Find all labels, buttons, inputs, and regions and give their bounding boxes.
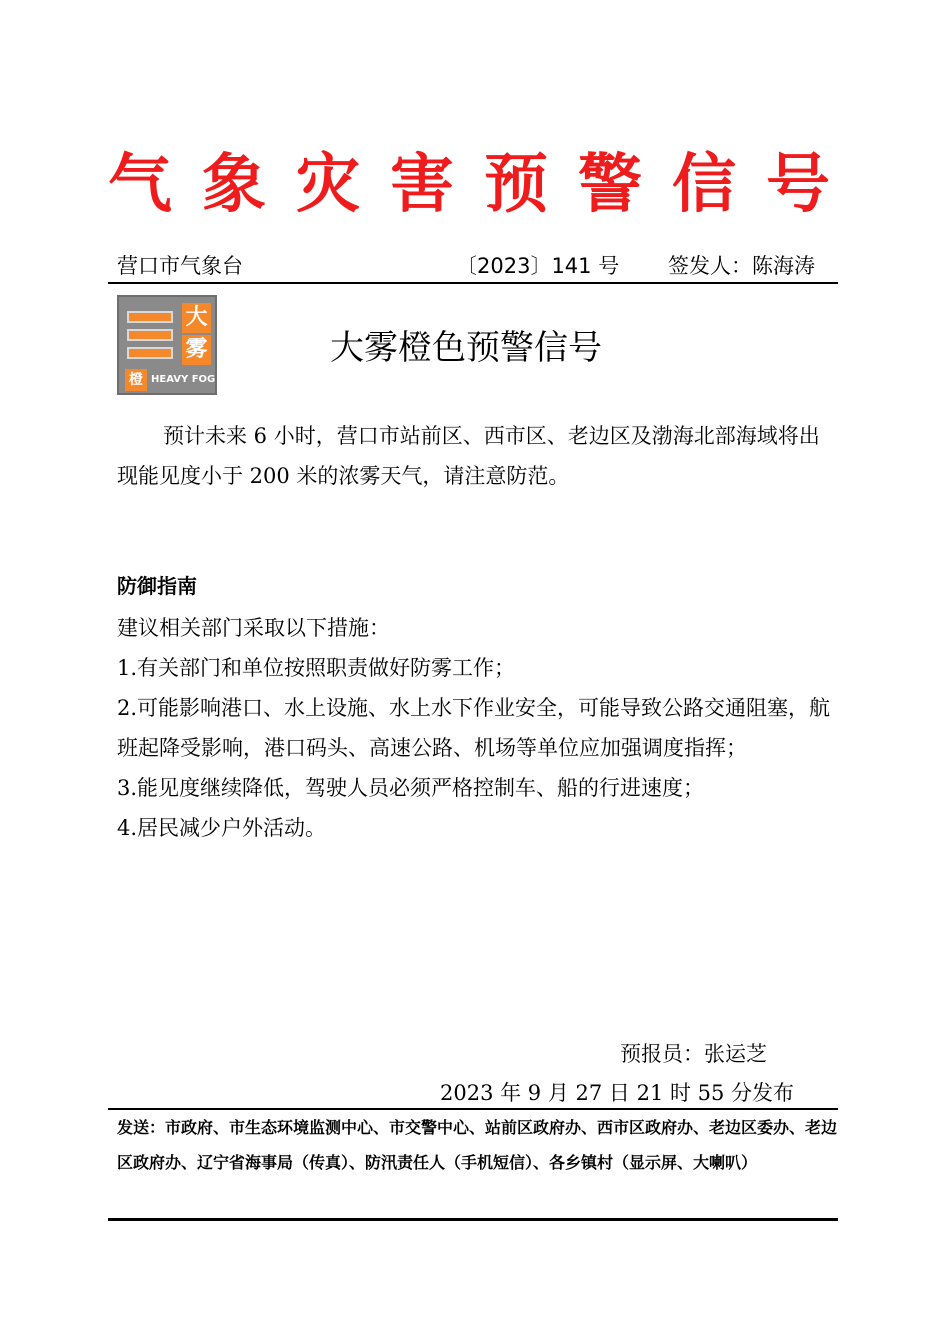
fog-bar-icon	[127, 311, 173, 323]
forecast-text: 预计未来 6 小时，营口市站前区、西市区、老边区及渤海北部海域将出现能见度小于 200 米的浓雾天气，请注意防范。	[117, 424, 820, 488]
icon-level-char: 橙	[125, 369, 147, 391]
guide-list	[117, 648, 839, 848]
distribution-list: 发送：市政府、市生态环境监测中心、市交警中心、站前区政府办、西市区政府办、老边区委办、老边区政府办、辽宁省海事局（传真）、防汛责任人（手机短信）、各乡镇村（显示屏、大喇叭）	[117, 1118, 838, 1172]
issuer: 营口市气象台	[117, 254, 243, 278]
guide-intro: 建议相关部门采取以下措施：	[117, 616, 390, 640]
guide-heading: 防御指南	[117, 574, 197, 598]
header-divider	[108, 282, 838, 284]
main-title: 气象灾害预警信号	[108, 147, 860, 222]
guide-item: 2.可能影响港口、水上设施、水上水下作业安全，可能导致公路交通阻塞，航班起降受影响，港口码头、高速公路、机场等单位应加强调度指挥；	[117, 696, 831, 760]
guide-item: 4.居民减少户外活动。	[117, 816, 327, 840]
heavy-fog-orange-icon	[117, 295, 217, 395]
signal-title: 大雾橙色预警信号	[330, 328, 602, 368]
fog-bar-icon	[127, 329, 173, 341]
signer: 签发人：陈海涛	[668, 254, 815, 278]
fog-bar-icon	[127, 347, 173, 359]
guide-item: 3.能见度继续降低，驾驶人员必须严格控制车、船的行进速度；	[117, 776, 705, 800]
doc-number: 〔2023〕141 号	[456, 254, 620, 278]
icon-label-en: HEAVY FOG	[151, 374, 216, 385]
icon-char-bottom: 雾	[182, 335, 211, 365]
issue-time: 2023 年 9 月 27 日 21 时 55 分发布	[440, 1081, 795, 1105]
footer-divider-bottom	[108, 1218, 838, 1221]
forecaster: 预报员：张运芝	[620, 1042, 767, 1066]
guide-item: 1.有关部门和单位按照职责做好防雾工作；	[117, 656, 516, 680]
icon-char-top: 大	[182, 303, 211, 333]
